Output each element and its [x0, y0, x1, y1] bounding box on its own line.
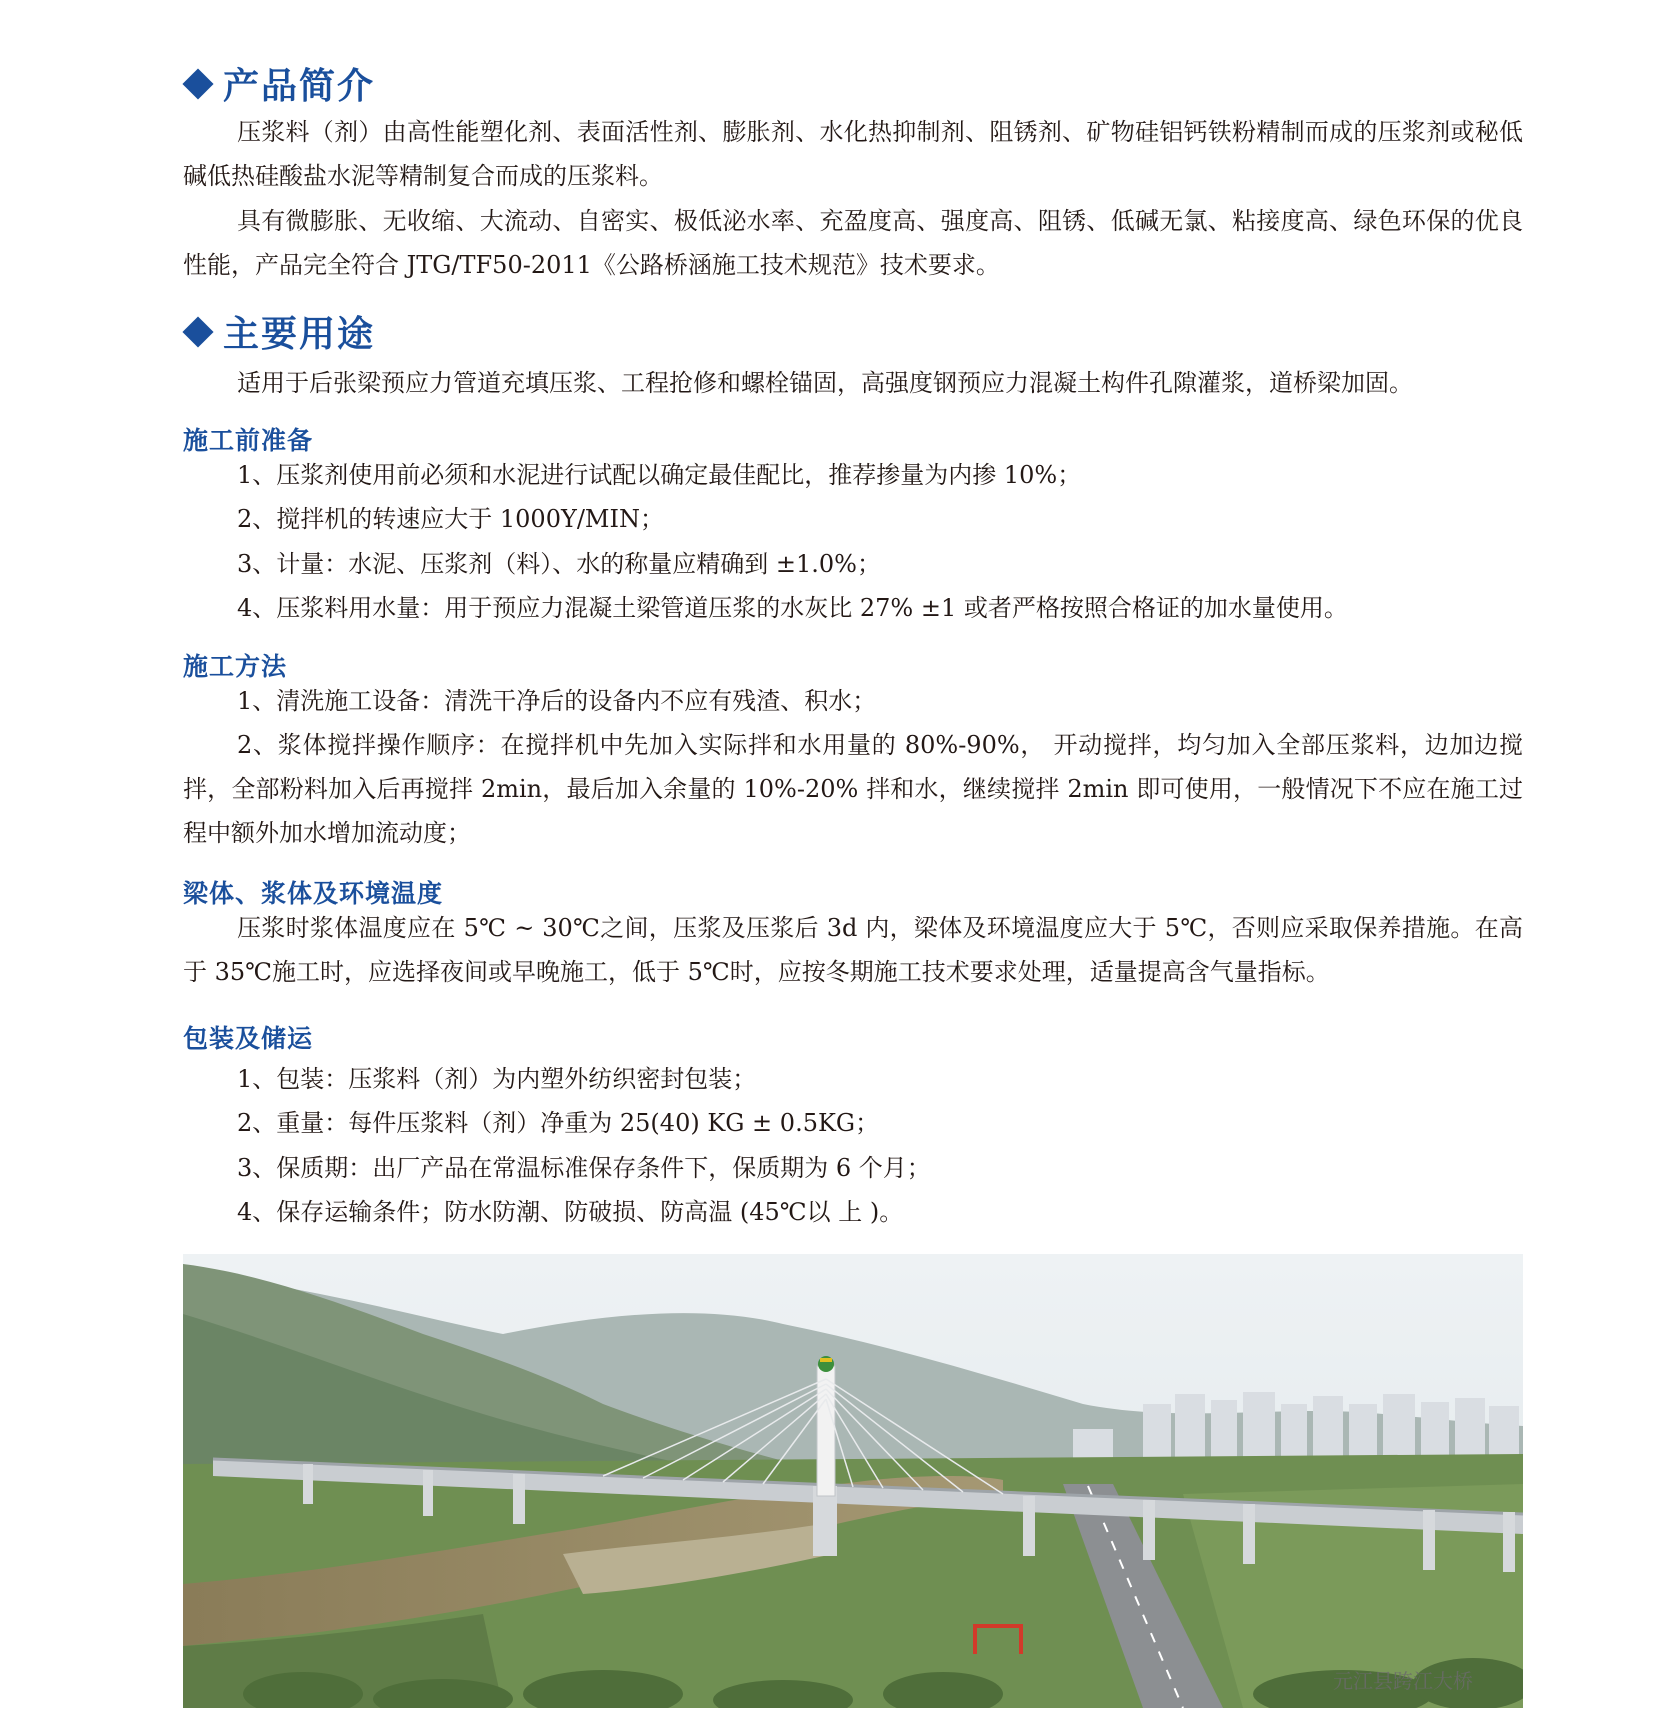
prep-item-3: 3、计量：水泥、压浆剂（料）、水的称量应精确到 ±1.0%； [237, 550, 881, 578]
subsection-title-pack: 包装及储运 [183, 1024, 314, 1053]
pack-item-1: 1、包装：压浆料（剂）为内塑外纺织密封包装； [237, 1065, 757, 1093]
usage-paragraph: 适用于后张梁预应力管道充填压浆、工程抢修和螺栓锚固，高强度钢预应力混凝土构件孔隙灌浆，道桥梁加固。 [237, 369, 1413, 397]
section-title-intro [183, 58, 375, 109]
prep-item-4: 4、压浆料用水量：用于预应力混凝土梁管道压浆的水灰比 27% ±1 或者严格按照合格证的加水量使用。 [237, 594, 1348, 622]
section-title-text: 主要用途 [223, 314, 376, 355]
subsection-title-prep: 施工前准备 [183, 426, 314, 455]
pack-item-3: 3、保质期：出厂产品在常温标准保存条件下，保质期为 6 个月； [237, 1154, 931, 1182]
temp-paragraph: 压浆时浆体温度应在 5℃ ~ 30℃之间，压浆及压浆后 3d 内，梁体及环境温度应大于 5℃，否则应采取保养措施。在高于 35℃施工时，应选择夜间或早晚施工，低于 5℃时，应按冬期施工技术要求处理，适量提高含气量指标。 [183, 914, 1523, 986]
section-title-text: 产品简介 [223, 66, 376, 107]
prep-item-1: 1、压浆剂使用前必须和水泥进行试配以确定最佳配比，推荐掺量为内掺 10%； [237, 461, 1082, 489]
subsection-title-method: 施工方法 [183, 652, 288, 681]
method-item-1: 1、清洗施工设备：清洗干净后的设备内不应有残渣、积水； [237, 687, 877, 715]
bridge-photo [183, 1254, 1523, 1708]
section-title-usage [183, 306, 375, 357]
diamond-bullet-icon [182, 316, 213, 347]
pack-item-4: 4、保存运输条件；防水防潮、防破损、防高温 (45℃以 上 )。 [237, 1198, 904, 1226]
pack-item-2: 2、重量：每件压浆料（剂）净重为 25(40) KG ± 0.5KG； [237, 1109, 880, 1137]
photo-caption: 元江县跨江大桥 [1333, 1669, 1473, 1693]
intro-paragraph-2: 具有微膨胀、无收缩、大流动、自密实、极低泌水率、充盈度高、强度高、阻锈、低碱无氯、粘接度高、绿色环保的优良性能，产品完全符合 JTG/TF50-2011《公路桥涵施工技术规范》技术要求。 [183, 207, 1523, 279]
intro-paragraph-1: 压浆料（剂）由高性能塑化剂、表面活性剂、膨胀剂、水化热抑制剂、阻锈剂、矿物硅铝钙铁粉精制而成的压浆剂或秘低碱低热硅酸盐水泥等精制复合而成的压浆料。 [183, 118, 1523, 190]
subsection-title-temp: 梁体、浆体及环境温度 [183, 879, 444, 908]
method-item-2: 2、浆体搅拌操作顺序：在搅拌机中先加入实际拌和水用量的 80%-90%， 开动搅拌，均匀加入全部压浆料，边加边搅拌，全部粉料加入后再搅拌 2min，最后加入余量的 10%-20% 拌和水，继续搅拌 2min 即可使用，一般情况下不应在施工过程中额外加水增加流动度； [183, 731, 1523, 847]
prep-item-2: 2、搅拌机的转速应大于 1000Y/MIN； [237, 505, 664, 533]
diamond-bullet-icon [182, 68, 213, 99]
